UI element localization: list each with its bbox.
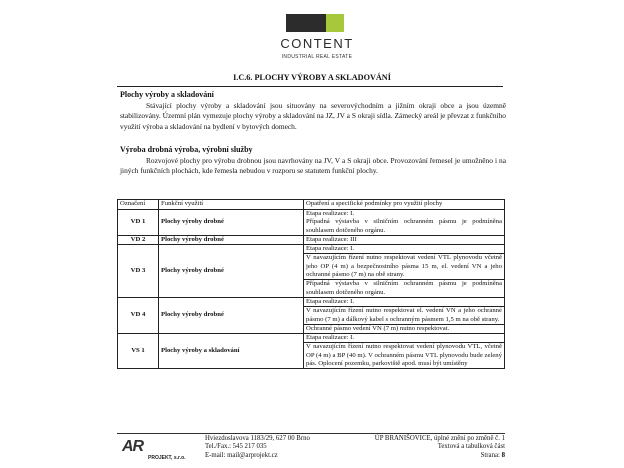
conditions-table (117, 199, 505, 369)
page-number: 8 (501, 451, 505, 459)
row-conditions (304, 297, 505, 333)
column-header-conditions: Opatření a specifické podmínky pro využití plochy (304, 200, 505, 210)
condition-text: Ochranné pásmo vedení VN (7 m) nutno respektovat. (304, 324, 504, 333)
footer-address: Hviezdoslavova 1183/29, 627 00 Brno (205, 435, 310, 442)
section-text-production (120, 101, 506, 132)
row-conditions (304, 210, 505, 236)
condition-text: Případná výstavba v silničním ochranném pásmu je podmíněna souhlasem dotčeného orgánu. (306, 280, 502, 296)
table-row (118, 235, 505, 244)
title-divider (117, 86, 503, 87)
condition-text: V navazujícím řízení nutno respektovat vedení plynovodu VTL, včetně OP (4 m) a BP (40 m). V ochranném pásmu VTL plynovodu bude zelený pás. Oplocení pozemku, parkoviště apod. musí být umístěny (306, 343, 502, 368)
footer-phone: Tel./Fax.: 545 217 035 (205, 443, 267, 451)
condition-text (304, 210, 504, 235)
condition-line: Etapa realizace: I. (306, 210, 355, 217)
row-use: Plochy výroby drobné (159, 235, 304, 244)
logo-green-square (326, 14, 344, 32)
section-text-small-production (120, 156, 506, 177)
footer-page (375, 452, 505, 460)
section-heading-production: Plochy výroby a skladování (120, 90, 214, 99)
condition-line: Případná výstavba v silničním ochranném pásmu je podmíněna souhlasem dotčeného orgánu. (306, 218, 502, 234)
column-header-use: Funkční využití (159, 200, 304, 210)
condition-text: Etapa realizace: I. (306, 297, 355, 305)
row-use: Plochy výroby drobné (159, 297, 304, 333)
ar-projekt-logo (118, 438, 190, 464)
table-row (118, 210, 505, 236)
footer-doc-title: ÚP BRANIŠOVICE, úplné znění po změně č. 1 (374, 435, 505, 442)
table-row (118, 334, 505, 369)
row-conditions (304, 245, 505, 298)
footer-contact (205, 435, 310, 460)
row-use: Plochy výroby a skladování (159, 334, 304, 369)
condition-text: V navazujícím řízení nutno respektovat vedení VTL plynovodu včetně jeho OP (4 m) a bezpečnostního pásma 15 m, el. vedení VN a jeho ochranné pásmo (7 m) na obě strany. (306, 254, 502, 279)
footer-doc-part: Textová a tabulková část (437, 443, 505, 451)
condition-text: Etapa realizace: III (306, 235, 357, 243)
logo-name: CONTENT (280, 36, 354, 51)
section-text-production-body: Stávající plochy výroby a skladování jsou situovány na severovýchodním a jižním okraji obce a jsou územně stabilizovány. Územní plán vymezuje plochy výroby a skladování na JZ, JV a S okraji sídla. Zámecký areál je převzat z funkčního využití výroba a skladování na bydlení v bytových domech. (120, 101, 506, 131)
row-code: VD 3 (118, 245, 159, 298)
column-header-code: Označení (118, 200, 159, 210)
section-text-small-production-body: Rozvojové plochy pro výrobu drobnou jsou navrhovány na JV, V a S okraji obce. Provozování řemesel je umožněno i na jiných funkčních plochách, kde řemesla nebudou v rozporu se statutem funkční plochy. (120, 156, 506, 176)
footer-divider (117, 433, 505, 434)
row-code: VD 2 (118, 235, 159, 244)
ar-logo-text: PROJEKT, s.r.o. (148, 455, 186, 461)
table-header-row (118, 200, 505, 210)
footer-document-info (375, 435, 505, 460)
footer-email: E-mail: mail@arprojekt.cz (205, 451, 278, 459)
condition-text: Etapa realizace: I. (306, 245, 355, 253)
row-conditions (304, 334, 505, 369)
page-label: Strana: (480, 451, 500, 459)
row-code: VS 1 (118, 334, 159, 369)
condition-text: V navazujícím řízení nutno respektovat el. vedení VN a jeho ochranné pásmo (7 m) a dálkový kabel s ochranným pásmem 1,5 m na obě strany. (306, 307, 502, 323)
row-conditions (304, 235, 505, 244)
table-row (118, 245, 505, 298)
ar-logo-mark: AR (122, 438, 144, 455)
logo-tagline: INDUSTRIAL REAL ESTATE (281, 54, 353, 60)
row-code: VD 4 (118, 297, 159, 333)
condition-text: Etapa realizace: I. (306, 334, 355, 342)
row-code: VD 1 (118, 210, 159, 236)
table-row (118, 297, 505, 333)
page-title: I.C.6. PLOCHY VÝROBY A SKLADOVÁNÍ (233, 73, 391, 82)
row-use: Plochy výroby drobné (159, 210, 304, 236)
company-logo (280, 14, 355, 68)
section-heading-small-production: Výroba drobná výroba, výrobní služby (120, 145, 253, 154)
row-use: Plochy výroby drobné (159, 245, 304, 298)
